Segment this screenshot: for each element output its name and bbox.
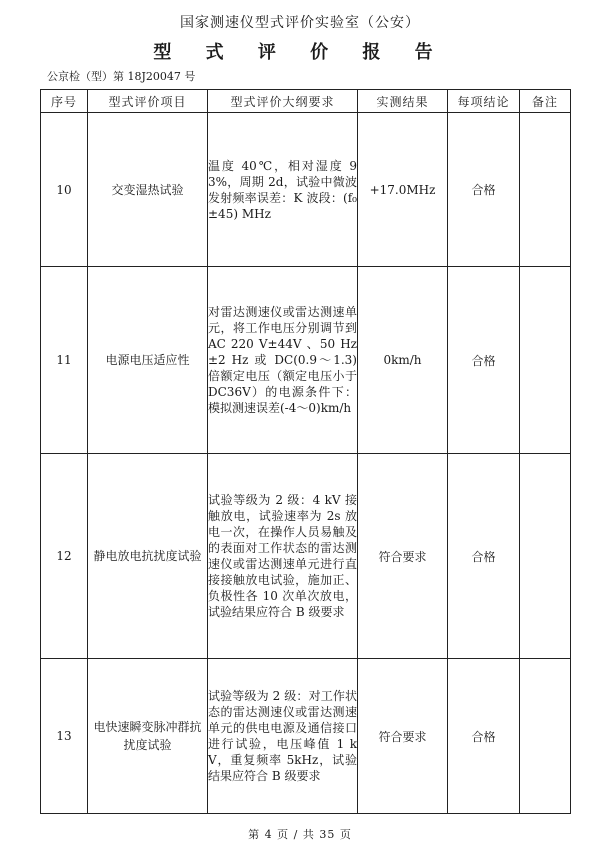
report-number: 公京检（型）第 18J20047 号 <box>47 70 196 83</box>
row-number: 13 <box>41 659 88 814</box>
row-conclusion: 合格 <box>448 267 520 454</box>
col-header-requirement: 型式评价大纲要求 <box>208 90 358 113</box>
table-row <box>41 659 571 814</box>
evaluation-table <box>40 89 571 814</box>
row-conclusion: 合格 <box>448 454 520 659</box>
row-requirement: 温度 40℃，相对湿度 93%，周期 2d，试验中微波发射频率误差：K 波段：(f₀±45) MHz <box>208 113 358 267</box>
row-result: 符合要求 <box>358 454 448 659</box>
row-note <box>520 267 571 454</box>
row-conclusion: 合格 <box>448 113 520 267</box>
row-item: 静电放电抗扰度试验 <box>88 454 208 659</box>
table-row <box>41 113 571 267</box>
row-number: 12 <box>41 454 88 659</box>
row-item: 电源电压适应性 <box>88 267 208 454</box>
row-conclusion: 合格 <box>448 659 520 814</box>
table-header-row <box>41 90 571 113</box>
row-requirement: 试验等级为 2 级：4 kV 接触放电，试验速率为 2s 放电一次，在操作人员易触及的表面对工作状态的雷达测速仪或雷达测速单元进行直接接触放电试验，施加正、负极性各 10 次单次放电，试验结果应符合 B 级要求 <box>208 454 358 659</box>
row-result: +17.0MHz <box>358 113 448 267</box>
page-footer: 第 4 页 / 共 35 页 <box>248 828 352 841</box>
row-result: 0km/h <box>358 267 448 454</box>
col-header-conclusion: 每项结论 <box>448 90 520 113</box>
lab-name: 国家测速仪型式评价实验室（公安） <box>180 15 420 31</box>
document-title: 型 式 评 价 报 告 <box>153 42 447 63</box>
col-header-note: 备注 <box>520 90 571 113</box>
row-item: 电快速瞬变脉冲群抗扰度试验 <box>88 659 208 814</box>
col-header-no: 序号 <box>41 90 88 113</box>
row-requirement: 对雷达测速仪或雷达测速单元，将工作电压分别调节到 AC 220 V±44V 、50 Hz ±2 Hz 或 DC(0.9～1.3) 倍额定电压（额定电压小于 DC36V）的电源条件下：模拟测速误差(-4～0)km/h <box>208 267 358 454</box>
row-note <box>520 113 571 267</box>
col-header-result: 实测结果 <box>358 90 448 113</box>
row-note <box>520 454 571 659</box>
col-header-item: 型式评价项目 <box>88 90 208 113</box>
table-row <box>41 267 571 454</box>
row-number: 11 <box>41 267 88 454</box>
row-result: 符合要求 <box>358 659 448 814</box>
row-note <box>520 659 571 814</box>
table-row <box>41 454 571 659</box>
row-number: 10 <box>41 113 88 267</box>
row-requirement: 试验等级为 2 级：对工作状态的雷达测速仪或雷达测速单元的供电电源及通信接口进行试验，电压峰值 1 kV，重复频率 5kHz，试验结果应符合 B 级要求 <box>208 659 358 814</box>
row-item: 交变湿热试验 <box>88 113 208 267</box>
